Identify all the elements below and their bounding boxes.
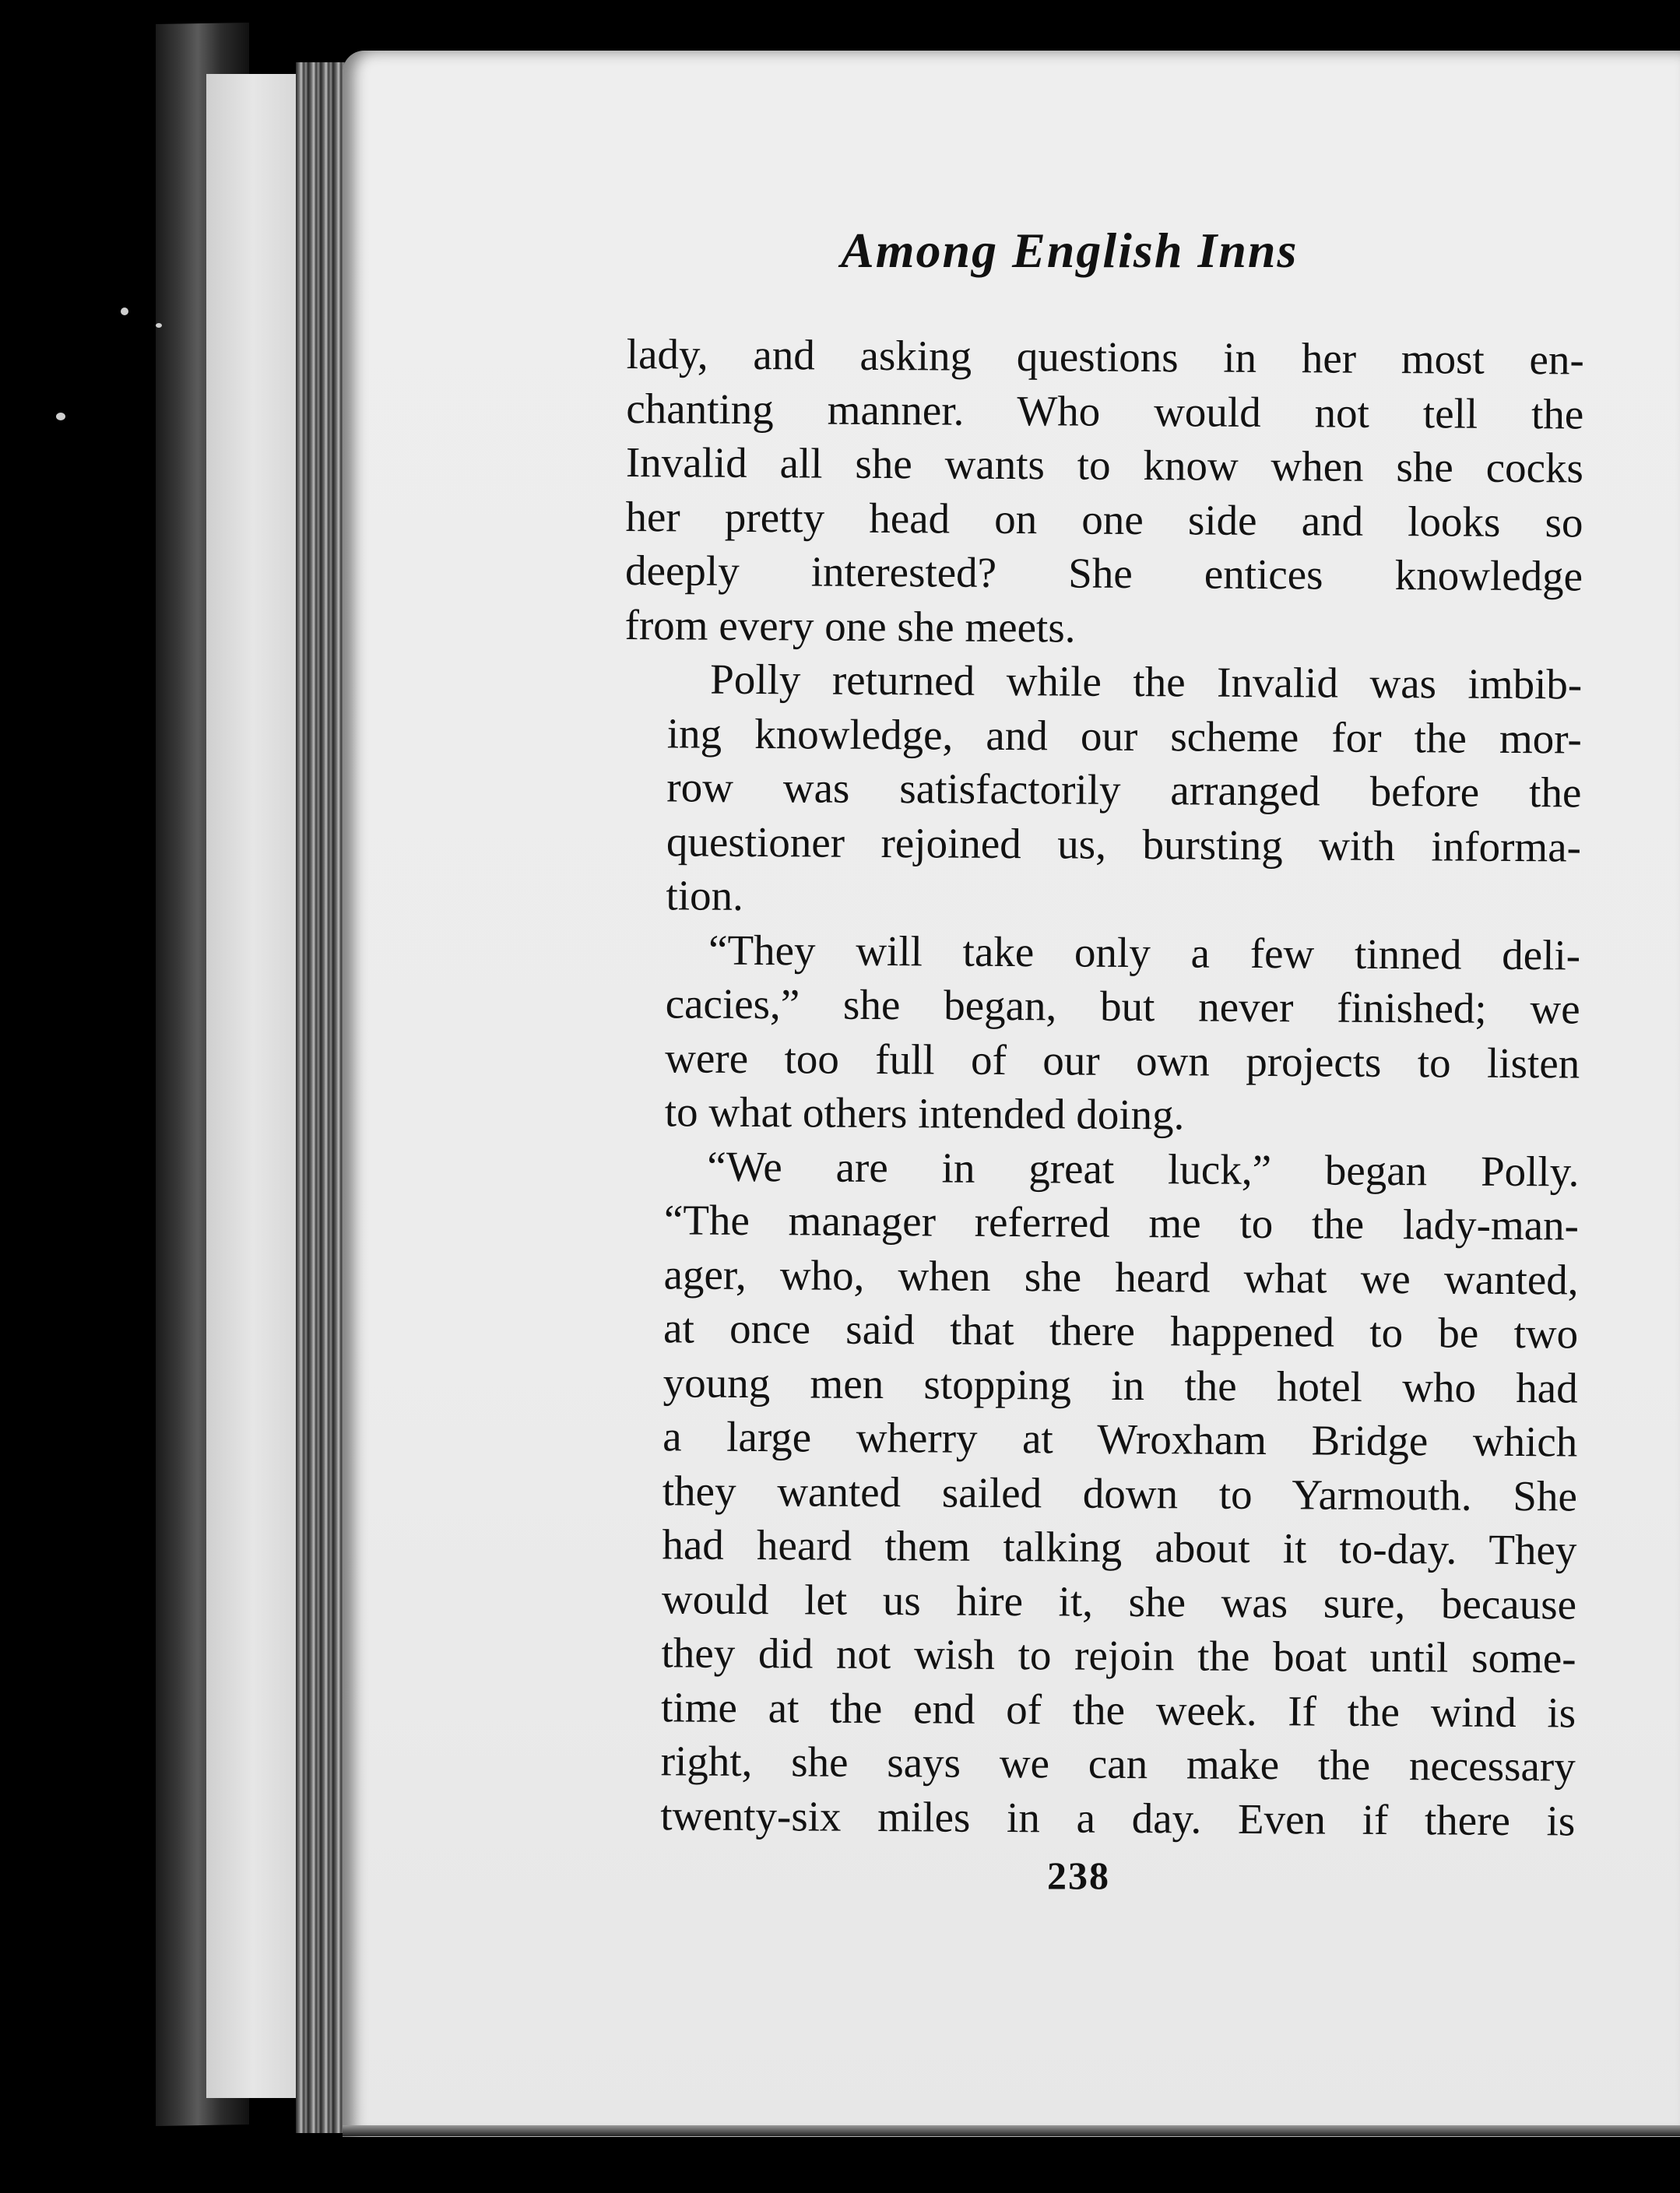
text-line: deeply interested? She entices knowledge bbox=[624, 546, 1583, 600]
text-line: to what others intended doing. bbox=[664, 1088, 1185, 1139]
text-line: ager, who, when she heard what we wanted, bbox=[663, 1249, 1579, 1303]
dust-speck bbox=[156, 323, 162, 328]
text-line: twenty-six miles in a day. Even if there is bbox=[660, 1791, 1576, 1844]
text-line: chanting manner. Who would not tell the bbox=[626, 384, 1584, 438]
paragraph bbox=[624, 327, 1584, 658]
text-line: “They will take only a few tinned deli- bbox=[708, 926, 1581, 979]
text-line: they wanted sailed down to Yarmouth. She bbox=[662, 1466, 1578, 1520]
paragraph bbox=[623, 652, 1582, 928]
text-line: questioner rejoined us, bursting with informa- bbox=[666, 817, 1582, 871]
page-bottom-edge bbox=[343, 2125, 1680, 2136]
paragraph bbox=[617, 1138, 1579, 1847]
body-text bbox=[617, 327, 1584, 1847]
text-line: ing knowledge, and our scheme for the mor- bbox=[666, 708, 1582, 763]
text-line: from every one she meets. bbox=[624, 600, 1076, 652]
text-line: “We are in great luck,” began Polly. bbox=[707, 1142, 1580, 1195]
text-line: at once said that there happened to be two bbox=[663, 1304, 1579, 1358]
paragraph bbox=[622, 922, 1581, 1144]
text-line: lady, and asking questions in her most en- bbox=[626, 329, 1584, 384]
dust-speck bbox=[121, 308, 128, 315]
running-head: Among English Inns bbox=[841, 223, 1299, 278]
text-line: Invalid all she wants to know when she cocks bbox=[625, 438, 1584, 492]
page-number: 238 bbox=[1047, 1854, 1110, 1897]
text-line: they did not wish to rejoin the boat until some- bbox=[661, 1629, 1576, 1682]
text-line: cacies,” she began, but never finished; we bbox=[665, 979, 1580, 1033]
text-line: tion. bbox=[666, 871, 744, 919]
text-line: “The manager referred me to the lady-man- bbox=[663, 1196, 1580, 1249]
text-line: young men stopping in the hotel who had bbox=[663, 1358, 1578, 1411]
text-line: right, she says we can make the necessary bbox=[660, 1737, 1576, 1791]
text-line: were too full of our own projects to listen bbox=[665, 1033, 1580, 1087]
text-line: time at the end of the week. If the wind is bbox=[660, 1682, 1576, 1736]
dust-speck bbox=[56, 413, 65, 420]
text-line: her pretty head on one side and looks so bbox=[625, 492, 1583, 546]
text-line: Polly returned while the Invalid was imbib- bbox=[710, 655, 1583, 708]
text-line: a large wherry at Wroxham Bridge which bbox=[663, 1412, 1578, 1466]
text-line: had heard them talking about it to-day. They bbox=[662, 1520, 1577, 1574]
text-line: would let us hire it, she was sure, because bbox=[661, 1574, 1577, 1628]
text-line: row was satisfactorily arranged before the bbox=[666, 763, 1582, 817]
